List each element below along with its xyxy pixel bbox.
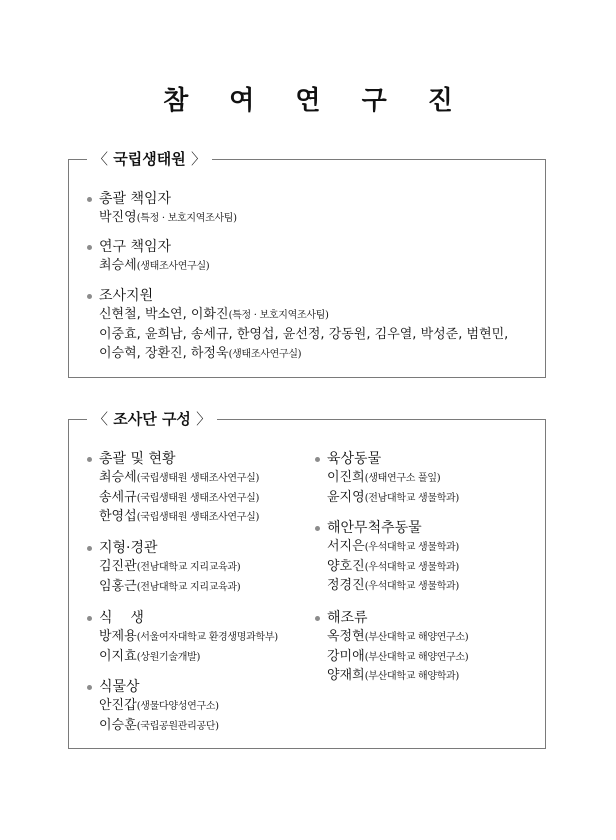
section-heading: [87, 149, 212, 169]
member-line: 최승세(국립생태원 생태조사연구실): [99, 470, 260, 485]
group-head: 총괄 및 현황: [99, 451, 176, 467]
bullet-icon: [87, 457, 92, 462]
bullet-icon: [87, 685, 92, 690]
group-support: [87, 286, 508, 365]
member-line: 최승세(생태조사연구실): [99, 258, 210, 273]
group-overview: [87, 449, 259, 528]
group-head: 해조류: [327, 610, 368, 626]
group-head: 해안무척추동물: [327, 520, 422, 536]
member-line: 이승혁, 장환진, 하정욱(생태조사연구실): [99, 346, 302, 361]
member-line: 한영섭(국립생태원 생태조사연구실): [99, 509, 260, 524]
bullet-icon: [87, 616, 92, 621]
group-vegetation: [87, 608, 278, 667]
group-head: 식 생: [99, 610, 144, 626]
group-general-lead: [87, 189, 237, 229]
bullet-icon: [87, 294, 92, 299]
bullet-icon: [87, 197, 92, 202]
group-flora: [87, 677, 219, 736]
member-line: 이지효(상원기술개발): [99, 648, 201, 664]
member-line: 이승훈(국립공원관리공단): [99, 717, 219, 733]
member-line: 송세규(국립생태원 생태조사연구실): [99, 489, 260, 505]
member-line: 옥정현(부산대학교 해양연구소): [327, 629, 469, 644]
member-line: 안진갑(생물다양성연구소): [99, 698, 219, 713]
right-bracket: 〉: [196, 410, 212, 428]
member-line: 양호진(우석대학교 생물학과): [327, 558, 460, 574]
group-head: 지형·경관: [99, 540, 158, 556]
group-head: 식물상: [99, 679, 140, 695]
section-heading-text: 국립생태원: [113, 150, 186, 168]
group-head: 연구 책임자: [99, 239, 172, 255]
section-survey-team: [68, 410, 546, 749]
right-bracket: 〉: [190, 150, 206, 168]
member-line: 강미애(부산대학교 해양연구소): [327, 648, 469, 664]
group-head: 육상동물: [327, 451, 382, 467]
group-seaweeds: [315, 608, 468, 687]
group-terrestrial-animals: [315, 449, 459, 508]
group-head: 조사지원: [99, 288, 154, 304]
section-national-institute: [68, 150, 546, 378]
member-line: 임홍근(전남대학교 지리교육과): [99, 578, 241, 594]
group-landform: [87, 538, 240, 597]
member-line: 정경진(우석대학교 생물학과): [327, 578, 460, 593]
bullet-icon: [87, 245, 92, 250]
member-line: 이중효, 윤희남, 송세규, 한영섭, 윤선정, 강동원, 김우열, 박성준, 범현민,: [99, 326, 509, 342]
group-research-lead: [87, 237, 209, 277]
group-head: 총괄 책임자: [99, 191, 172, 207]
left-bracket: 〈: [93, 410, 109, 428]
member-line: 박진영(특정 · 보호지역조사팀): [99, 210, 237, 225]
member-line: 방제용(서울여자대학교 환경생명과학부): [99, 629, 278, 644]
member-line: 양재희(부산대학교 해양학과): [327, 668, 460, 683]
page-title: 참 여 연 구 진: [163, 86, 469, 116]
bullet-icon: [315, 526, 320, 531]
member-line: 서지은(우석대학교 생물학과): [327, 539, 460, 554]
section-heading-text: 조사단 구성: [113, 410, 191, 428]
bullet-icon: [87, 546, 92, 551]
bullet-icon: [315, 616, 320, 621]
member-line: 김진관(전남대학교 지리교육과): [99, 559, 241, 574]
bullet-icon: [315, 457, 320, 462]
member-line: 윤지영(전남대학교 생물학과): [327, 489, 460, 505]
member-line: 이진희(생태연구소 풀잎): [327, 470, 441, 485]
group-coastal-invertebrates: [315, 518, 459, 597]
section-heading: [87, 409, 217, 429]
left-bracket: 〈: [93, 150, 109, 168]
member-line: 신현철, 박소연, 이화진(특정 · 보호지역조사팀): [99, 307, 329, 322]
